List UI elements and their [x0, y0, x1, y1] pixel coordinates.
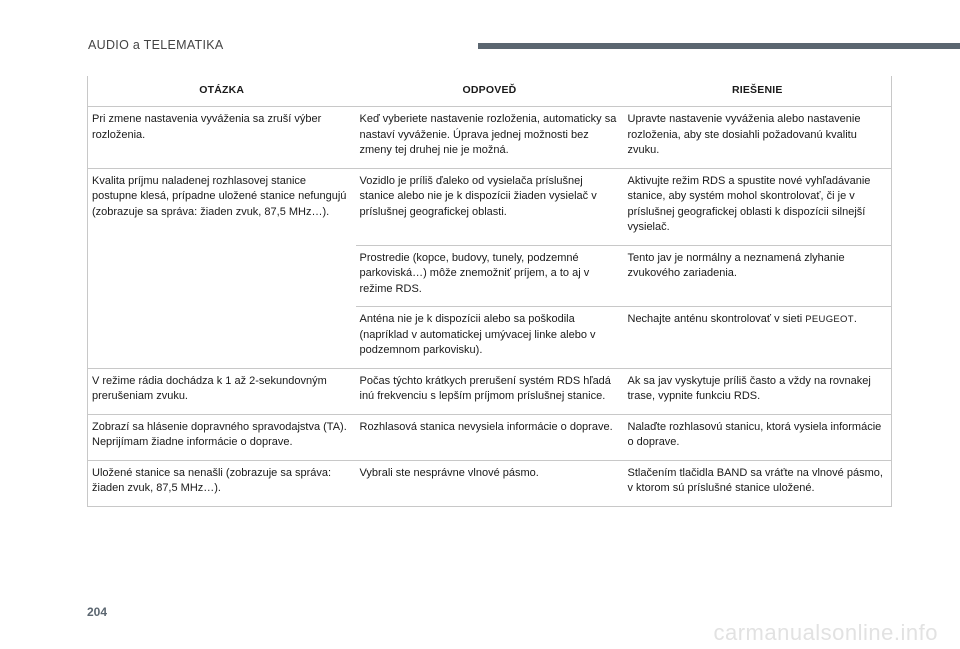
table-row: [88, 460, 892, 506]
question-cell: Uložené stanice sa nenašli (zobrazuje sa správa: žiaden zvuk, 87,5 MHz…).: [88, 460, 356, 506]
solution-text-end: .: [853, 313, 857, 325]
solution-cell: Stlačením tlačidla BAND sa vráťte na vlnové pásmo, v ktorom sú príslušné stanice uložené.: [624, 460, 892, 506]
question-cell: Pri zmene nastavenia vyváženia sa zruší výber rozloženia.: [88, 107, 356, 169]
question-cell: Zobrazí sa hlásenie dopravného spravodajstva (TA). Neprijímam žiadne informácie o doprave.: [88, 414, 356, 460]
question-cell: Kvalita príjmu naladenej rozhlasovej stanice postupne klesá, prípadne uložené stanice nefungujú (zobrazuje sa správa: žiaden zvuk, 87,5 MHz…).: [88, 168, 356, 368]
solution-cell: Nalaďte rozhlasovú stanicu, ktorá vysiela informácie o doprave.: [624, 414, 892, 460]
faq-table: [87, 76, 892, 507]
column-header-question: OTÁZKA: [88, 76, 356, 107]
table-row: [88, 107, 892, 169]
solution-cell: Upravte nastavenie vyváženia alebo nastavenie rozloženia, aby ste dosiahli požadovanú kvalitu zvuku.: [624, 107, 892, 169]
answer-cell: Vozidlo je príliš ďaleko od vysielača príslušnej stanice alebo nie je k dispozícii žiaden vysielač v príslušnej geografickej oblasti.: [356, 168, 624, 245]
solution-cell: [624, 307, 892, 369]
page-number: 204: [87, 605, 108, 619]
solution-cell: Tento jav je normálny a neznamená zlyhanie zvukového zariadenia.: [624, 245, 892, 307]
table-row: [88, 368, 892, 414]
answer-cell: Vybrali ste nesprávne vlnové pásmo.: [356, 460, 624, 506]
solution-cell: Ak sa jav vyskytuje príliš často a vždy na rovnakej trase, vypnite funkciu RDS.: [624, 368, 892, 414]
answer-cell: Keď vyberiete nastavenie rozloženia, automaticky sa nastaví vyváženie. Úprava jednej možnosti bez zmeny tej druhej nie je možná.: [356, 107, 624, 169]
header-bar: [478, 43, 960, 49]
question-cell: V režime rádia dochádza k 1 až 2-sekundovným prerušeniam zvuku.: [88, 368, 356, 414]
column-header-answer: ODPOVEĎ: [356, 76, 624, 107]
solution-text: Nechajte anténu skontrolovať v sieti: [627, 313, 806, 325]
table-row: [88, 414, 892, 460]
answer-cell: Anténa nie je k dispozícii alebo sa poškodila (napríklad v automatickej umývacej linke alebo v podzemnom parkovisku).: [356, 307, 624, 369]
section-title: AUDIO a TELEMATIKA: [88, 38, 224, 52]
answer-cell: Rozhlasová stanica nevysiela informácie o doprave.: [356, 414, 624, 460]
answer-cell: Počas týchto krátkych prerušení systém RDS hľadá inú frekvenciu s lepším príjmom príslušnej stanice.: [356, 368, 624, 414]
solution-cell: Aktivujte režim RDS a spustite nové vyhľadávanie stanice, aby systém mohol skontrolovať, či je v príslušnej geografickej oblasti k dispozícii silnejší vysielač.: [624, 168, 892, 245]
table-header-row: [88, 76, 892, 107]
answer-cell: Prostredie (kopce, budovy, tunely, podzemné parkoviská…) môže znemožniť príjem, a to aj v režime RDS.: [356, 245, 624, 307]
brand-name: PEUGEOT: [805, 314, 854, 325]
table-row: [88, 168, 892, 245]
watermark: carmanualsonline.info: [713, 620, 938, 645]
column-header-solution: RIEŠENIE: [624, 76, 892, 107]
